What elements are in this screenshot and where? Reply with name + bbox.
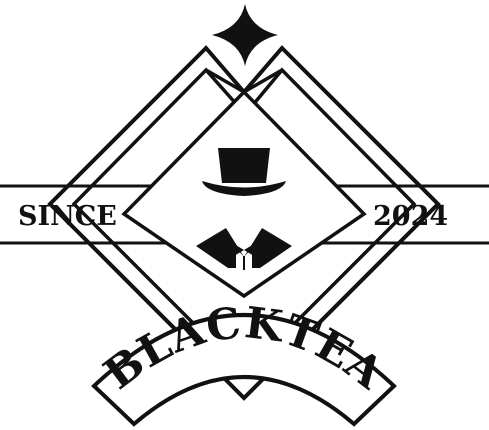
frame-notch-right [244,70,282,92]
since-label: SINCE [18,201,117,232]
brand-ribbon [94,298,394,424]
frame-notch-left [206,70,244,92]
year-label: 2024 [373,201,449,232]
hat-crown [218,148,270,183]
brand-name: BLACKTEA [95,298,393,400]
sparkle-star-icon [212,4,278,66]
